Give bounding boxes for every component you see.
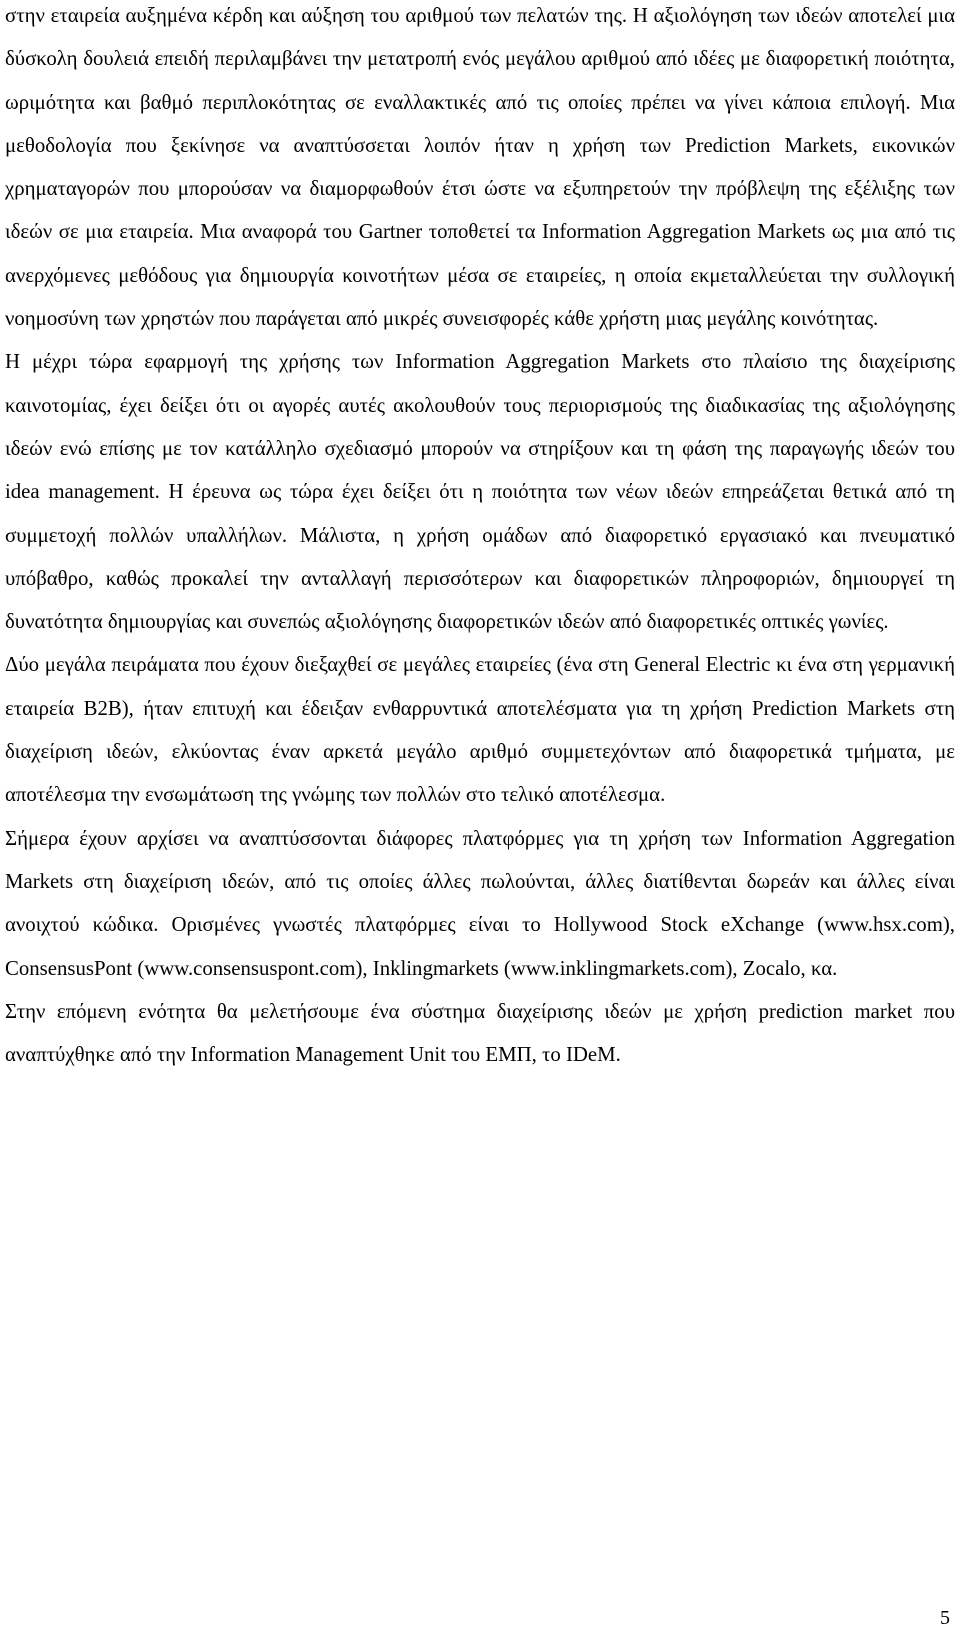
paragraph-2: Η μέχρι τώρα εφαρμογή της χρήσης των Information Aggregation Markets στο πλαίσιο της διαχείρισης καινοτομίας, έχει δείξει ότι οι αγορές αυτές ακολουθούν τους περιορισμούς της διαδικασίας της αξιολόγησης ιδεών ενώ επίσης με τον κατάλληλο σχεδιασμό μπορούν να στηρίξουν και τη φάση της παραγωγής ιδεών του idea management. Η έρευνα ως τώρα έχει δείξει ότι η ποιότητα των νέων ιδεών επηρεάζεται θετικά από τη συμμετοχή πολλών υπαλλήλων. Μάλιστα, η χρήση ομάδων από διαφορετικό εργασιακό και πνευματικό υπόβαθρο, καθώς προκαλεί την ανταλλαγή περισσότερων και διαφορετικών πληροφοριών, δημιουργεί τη δυνατότητα δημιουργίας και συνεπώς αξιολόγησης διαφορετικών ιδεών από διαφορετικές οπτικές γωνίες. xyxy=(5,350,955,634)
paragraph-4: Σήμερα έχουν αρχίσει να αναπτύσσονται διάφορες πλατφόρμες για τη χρήση των Information Aggregation Markets στη διαχείριση ιδεών, από τις οποίες άλλες πωλούνται, άλλες διατίθενται δωρεάν και άλλες είναι ανοιχτού κώδικα. Ορισμένες γνωστές πλατφόρμες είναι το Hollywood Stock eXchange (www.hsx.com), ConsensusPont (www.consensuspont.com), Inklingmarkets (www.inklingmarkets.com), Zocalo, κα. xyxy=(5,826,955,980)
paragraph-5: Στην επόμενη ενότητα θα μελετήσουμε ένα σύστημα διαχείρισης ιδεών με χρήση prediction market που αναπτύχθηκε από την Information Management Unit του ΕΜΠ, το IDeM. xyxy=(5,999,955,1067)
document-page xyxy=(5,0,955,1076)
page-number: 5 xyxy=(940,1607,950,1629)
paragraph-1: στην εταιρεία αυξημένα κέρδη και αύξηση του αριθμού των πελατών της. Η αξιολόγηση των ιδεών αποτελεί μια δύσκολη δουλειά επειδή περιλαμβάνει την μετατροπή ενός μεγάλου αριθμού από ιδέες με διαφορετική ποιότητα, ωριμότητα και βαθμό περιπλοκότητας σε εναλλακτικές από τις οποίες πρέπει να γίνει κάποια επιλογή. Μια μεθοδολογία που ξεκίνησε να αναπτύσσεται λοιπόν ήταν η χρήση των Prediction Markets, εικονικών χρηματαγορών που μπορούσαν να διαμορφωθούν έτσι ώστε να εξυπηρετούν την πρόβλεψη της εξέλιξης των ιδεών σε μια εταιρεία. Μια αναφορά του Gartner τοποθετεί τα Information Aggregation Markets ως μια από τις ανερχόμενες μεθόδους για δημιουργία κοινοτήτων μέσα σε εταιρείες, η οποία εκμεταλλεύεται την συλλογική νοημοσύνη των χρηστών που παράγεται από μικρές συνεισφορές κάθε χρήστη μιας μεγάλης κοινότητας. xyxy=(5,4,955,331)
paragraph-3: Δύο μεγάλα πειράματα που έχουν διεξαχθεί σε μεγάλες εταιρείες (ένα στη General Electric κι ένα στη γερμανική εταιρεία B2B), ήταν επιτυχή και έδειξαν ενθαρρυντικά αποτελέσματα για τη χρήση Prediction Markets στη διαχείριση ιδεών, ελκύοντας έναν αρκετά μεγάλο αριθμό συμμετεχόντων από διαφορετικά τμήματα, με αποτέλεσμα την ενσωμάτωση της γνώμης των πολλών στο τελικό αποτέλεσμα. xyxy=(5,653,955,807)
